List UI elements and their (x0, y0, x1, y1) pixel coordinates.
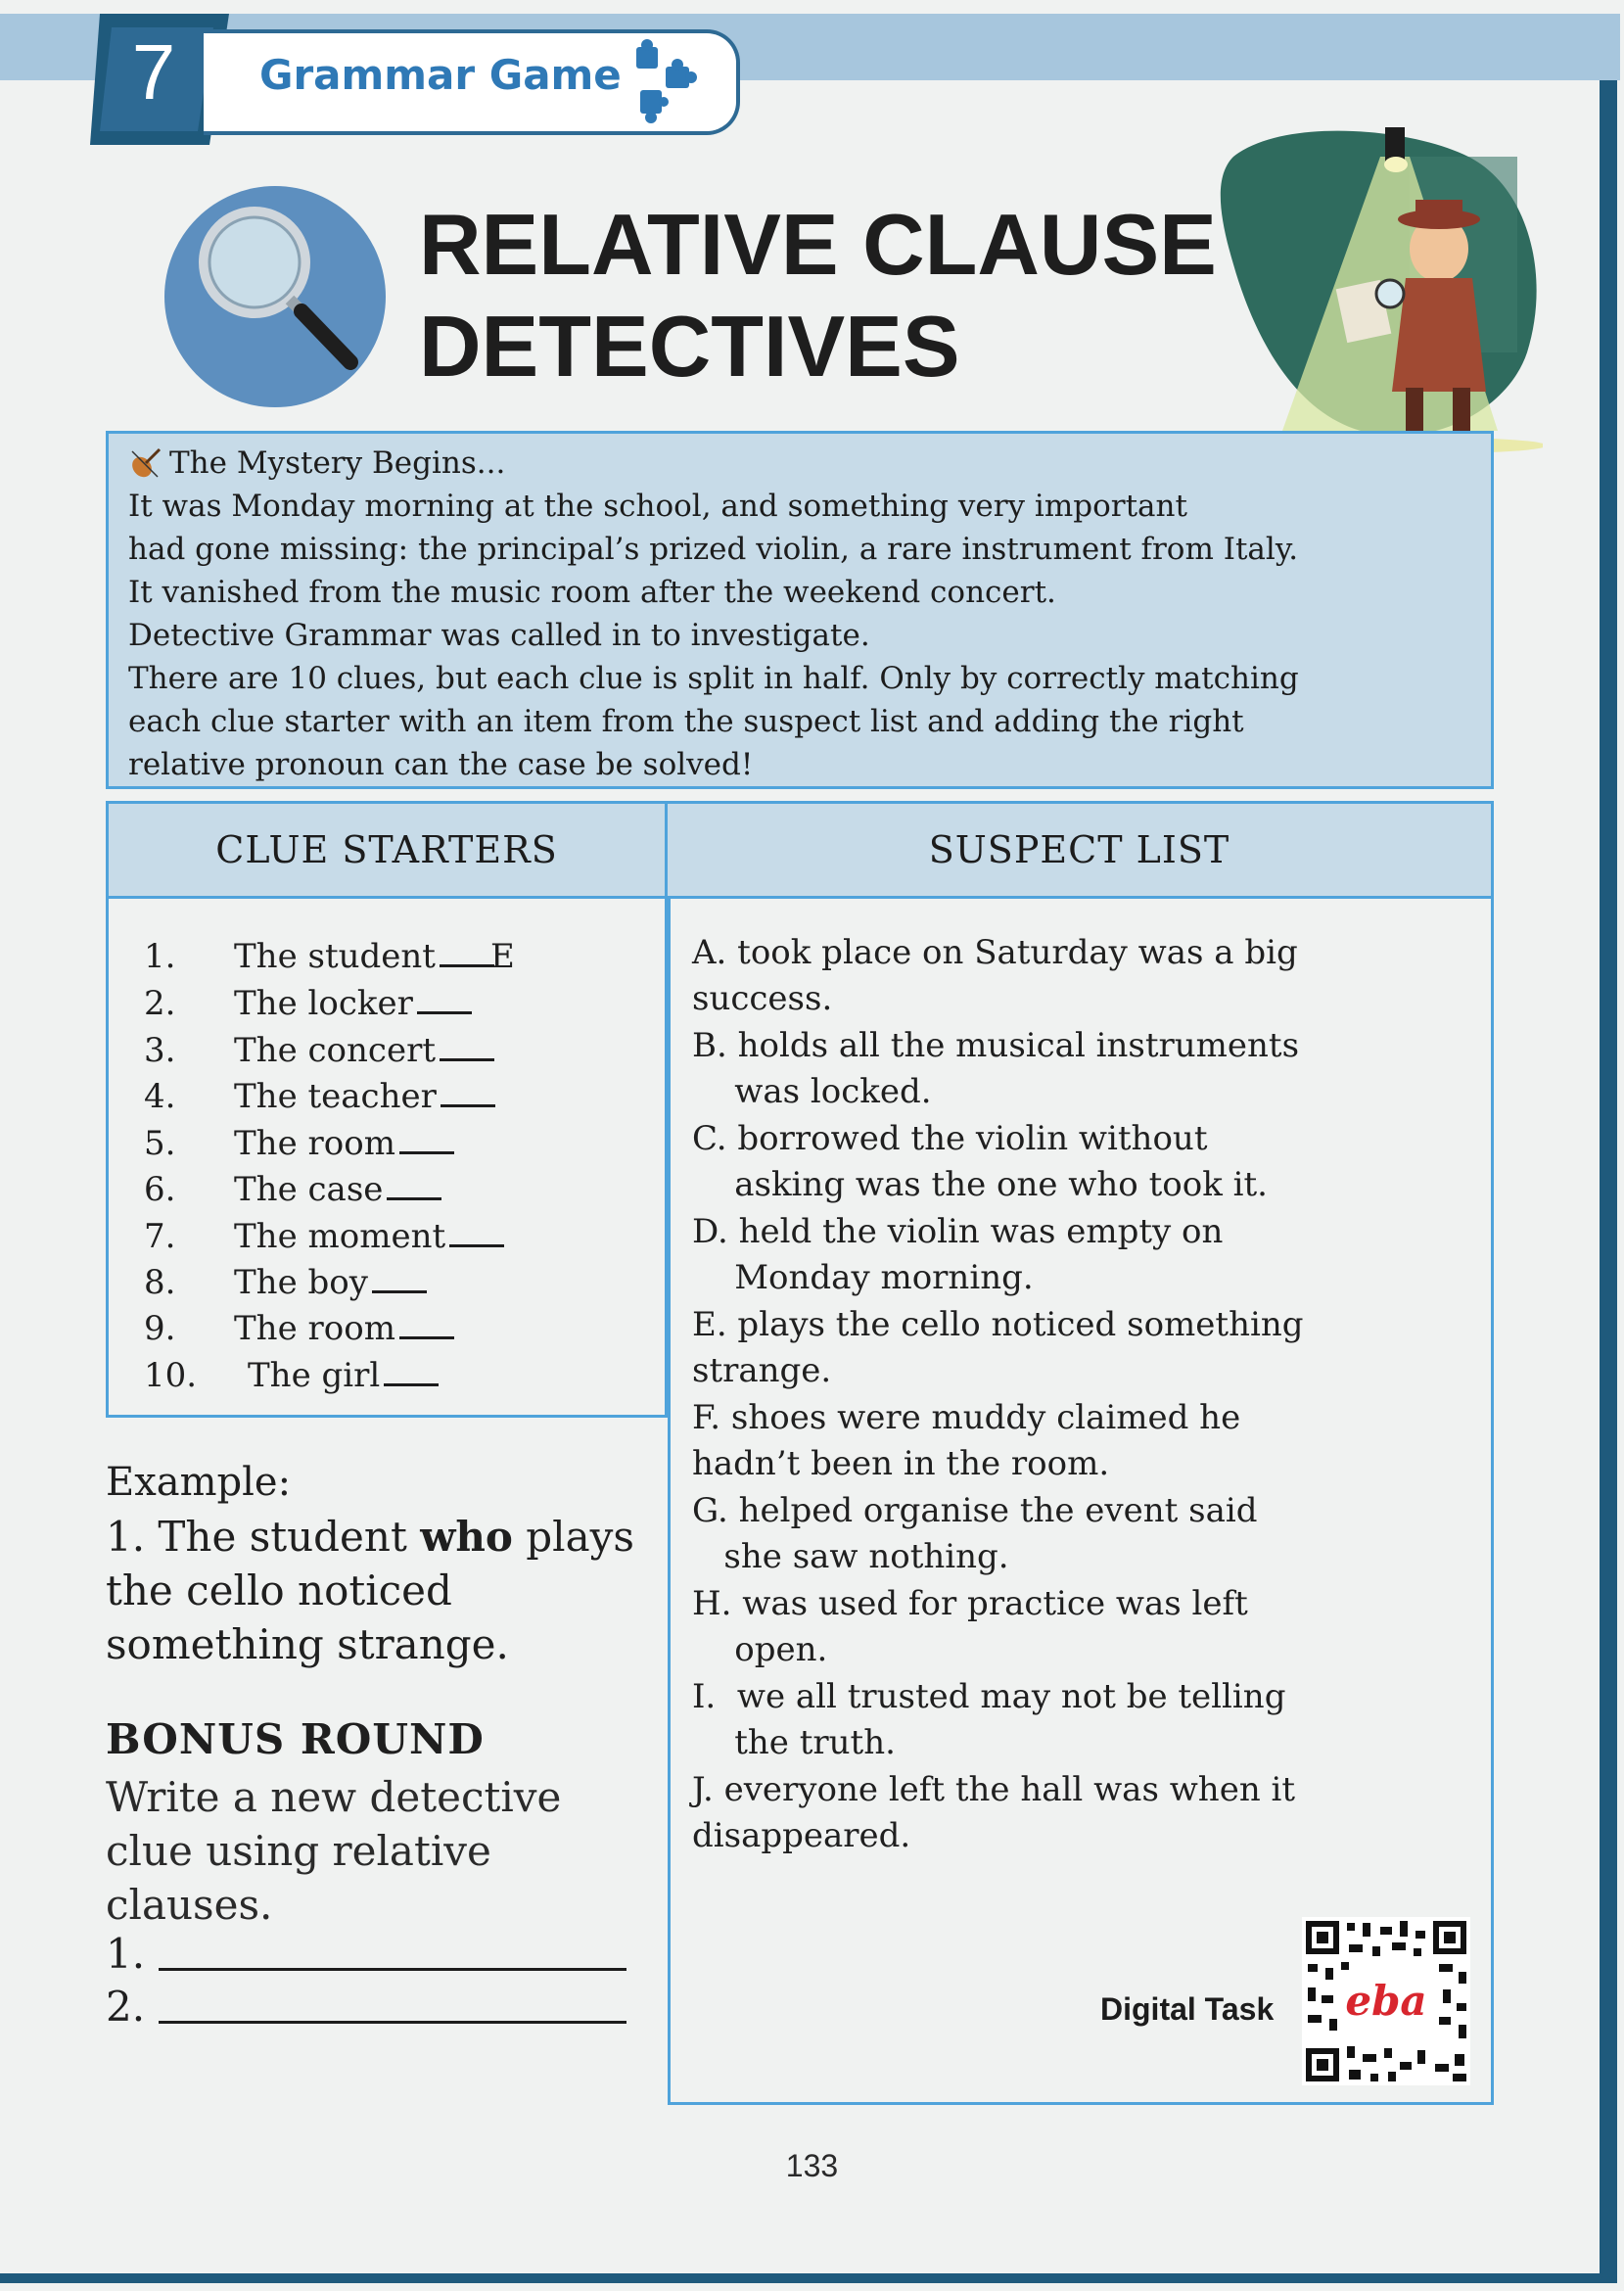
story-line: There are 10 clues, but each clue is split in half. Only by correctly matching (128, 661, 1299, 696)
bonus-answer-line[interactable] (159, 2021, 626, 2024)
example-prefix: 1. The student (106, 1513, 421, 1561)
answer-blank[interactable] (372, 1266, 427, 1293)
answer-blank[interactable] (449, 1220, 504, 1247)
clue-text: The boy (234, 1263, 368, 1302)
suspect-line: she saw nothing. (692, 1537, 1009, 1576)
section-title: Grammar Game (259, 51, 622, 99)
story-line: had gone missing: the principal’s prized violin, a rare instrument from Italy. (128, 532, 1299, 567)
clue-text: The case (234, 1170, 384, 1209)
clue-starters-header (106, 801, 668, 899)
suspect-line: was locked. (692, 1072, 932, 1111)
story-heading-text: The Mystery Begins... (169, 445, 506, 481)
answer-blank[interactable] (387, 1173, 441, 1200)
clue-starters-title: CLUE STARTERS (215, 828, 558, 871)
suspect-line: D. held the violin was empty on (692, 1212, 1224, 1251)
clue-number: 2. (144, 984, 176, 1023)
suspect-line: success. (692, 979, 833, 1018)
suspect-list-title: SUSPECT LIST (928, 828, 1230, 871)
page-title (419, 194, 1217, 397)
answer-blank[interactable] (417, 987, 472, 1014)
page-title-line1: RELATIVE CLAUSE (419, 196, 1217, 293)
story-box (106, 431, 1494, 789)
clue-number: 5. (144, 1124, 176, 1163)
suspect-line: C. borrowed the violin without (692, 1119, 1208, 1158)
story-line: Detective Grammar was called in to investigate. (128, 618, 870, 653)
clue-number: 10. (144, 1356, 198, 1395)
suspect-line: J. everyone left the hall was when it (692, 1770, 1296, 1809)
suspect-line: F. shoes were muddy claimed he (692, 1398, 1241, 1437)
answer-blank[interactable] (440, 940, 494, 967)
clue-number: 6. (144, 1170, 176, 1209)
bonus-heading: BONUS ROUND (106, 1715, 485, 1763)
eba-logo (1322, 1972, 1451, 2031)
suspect-list-header (668, 801, 1494, 899)
clue-number: 3. (144, 1031, 176, 1070)
violin-icon (128, 445, 163, 481)
clue-text: The girl (248, 1356, 381, 1395)
bonus-line-number: 2. (106, 1983, 146, 2031)
clue-number: 9. (144, 1309, 176, 1348)
puzzle-icon (626, 39, 705, 127)
story-line: It vanished from the music room after the weekend concert. (128, 575, 1056, 610)
eba-logo-text: eba (1345, 1977, 1427, 2025)
suspect-line: A. took place on Saturday was a big (692, 933, 1298, 972)
suspect-line: H. was used for practice was left (692, 1584, 1248, 1623)
bonus-line-number: 1. (106, 1930, 146, 1978)
answer-blank[interactable] (399, 1127, 454, 1154)
clue-text: The room (234, 1124, 395, 1163)
suspect-line: Monday morning. (692, 1258, 1034, 1297)
clue-number: 7. (144, 1217, 176, 1256)
suspect-line: I. we all trusted may not be telling (692, 1677, 1286, 1716)
answer-blank[interactable] (441, 1080, 495, 1107)
suspect-line: strange. (692, 1351, 832, 1390)
magnifying-glass-icon (164, 186, 386, 407)
digital-task-label: Digital Task (1100, 1991, 1275, 2027)
suspect-line: asking was the one who took it. (692, 1165, 1268, 1204)
detective-illustration (1214, 117, 1543, 466)
clue-text: The teacher (234, 1077, 437, 1116)
story-heading (128, 442, 1491, 485)
clue-text: The concert (234, 1031, 436, 1070)
suspect-line: the truth. (692, 1723, 896, 1762)
clue-starters-list (106, 899, 668, 1418)
suspect-line: E. plays the cello noticed something (692, 1305, 1304, 1344)
clue-text: The room (234, 1309, 395, 1348)
page-title-line2: DETECTIVES (419, 298, 960, 395)
answer-blank[interactable] (440, 1034, 494, 1061)
answer-blank[interactable] (399, 1312, 454, 1339)
example-pronoun: who (420, 1513, 513, 1561)
answer-blank[interactable] (384, 1359, 439, 1386)
page-number: 133 (785, 2148, 839, 2183)
example-sentence (106, 1510, 654, 1671)
example-suffix: plays the cello noticed something strange. (106, 1513, 634, 1668)
clue-text: The locker (234, 984, 413, 1023)
bonus-instructions: Write a new detective clue using relative clauses. (106, 1773, 562, 1929)
suspect-line: B. holds all the musical instruments (692, 1026, 1300, 1065)
suspect-line: open. (692, 1630, 828, 1669)
clue-number: 1. (144, 937, 176, 976)
suspect-line: G. helped organise the event said (692, 1491, 1258, 1530)
unit-number: 7 (131, 28, 176, 116)
clue-answer: E (489, 937, 515, 976)
suspect-line: disappeared. (692, 1816, 911, 1855)
clue-text: The moment (234, 1217, 446, 1256)
example-label: Example: (106, 1460, 292, 1505)
story-line: It was Monday morning at the school, and something very important (128, 489, 1187, 524)
story-line: each clue starter with an item from the suspect list and adding the right (128, 704, 1244, 739)
bottom-border (0, 2273, 1617, 2283)
clue-number: 8. (144, 1263, 176, 1302)
suspect-line: hadn’t been in the room. (692, 1444, 1110, 1483)
bonus-answer-line[interactable] (159, 1968, 626, 1971)
story-line: relative pronoun can the case be solved! (128, 747, 754, 782)
right-border (1600, 80, 1617, 2273)
clue-number: 4. (144, 1077, 176, 1116)
clue-text: The student (234, 937, 436, 976)
